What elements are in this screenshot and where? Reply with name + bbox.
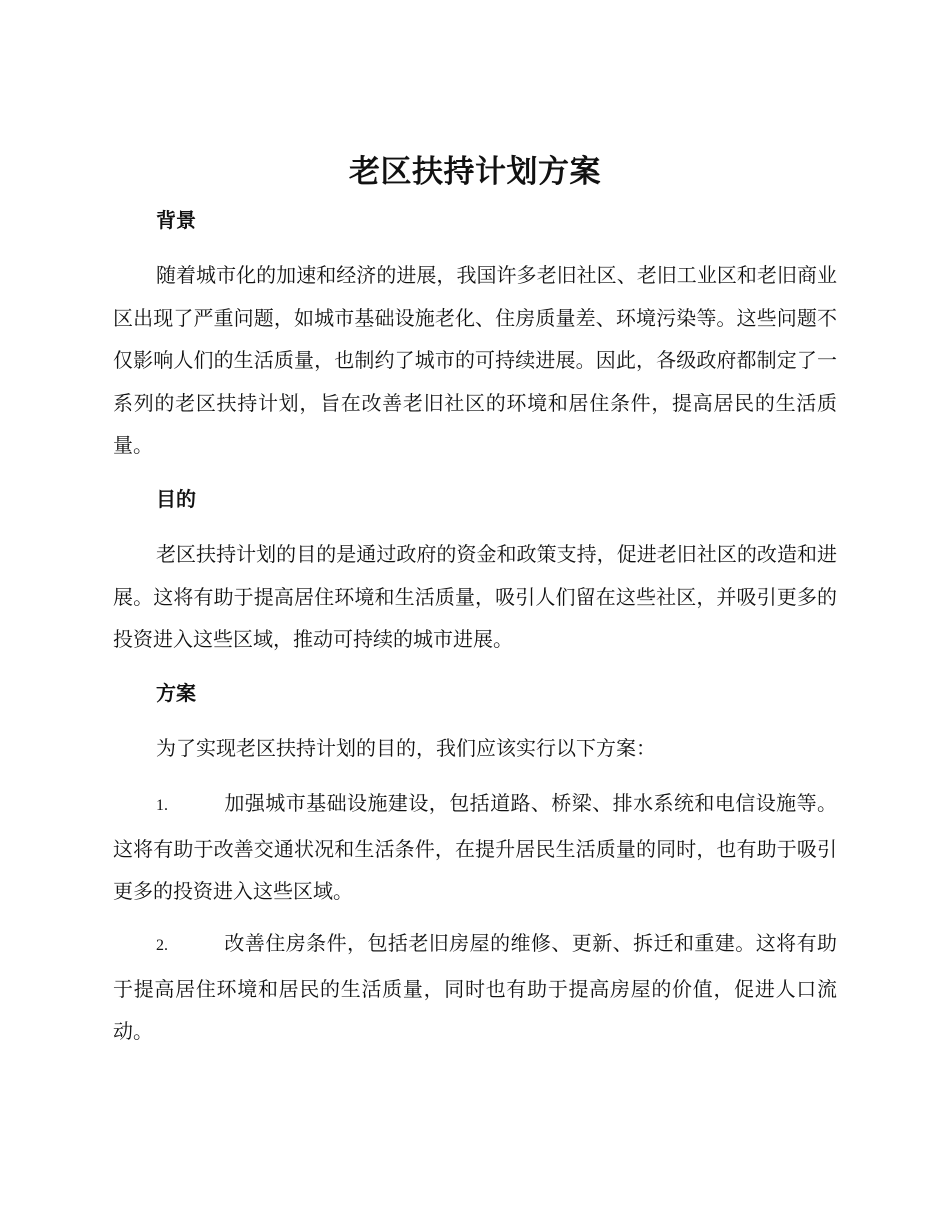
plan-list-item — [113, 922, 837, 1053]
section-heading-purpose: 目的 — [156, 487, 196, 511]
list-item-text: 改善住房条件，包括老旧房屋的维修、更新、拆迁和重建。这将有助于提高居住环境和居民的生活质量，同时也有助于提高房屋的价值，促进人口流动。 — [113, 931, 837, 1043]
section-heading-plan: 方案 — [156, 681, 196, 705]
list-item-number: 1. — [156, 797, 168, 814]
purpose-paragraph: 老区扶持计划的目的是通过政府的资金和政策支持，促进老旧社区的改造和进展。这将有助于提高居住环境和生活质量，吸引人们留在这些社区，并吸引更多的投资进入这些区域，推动可持续的城市进展。 — [113, 542, 837, 651]
plan-intro-paragraph: 为了实现老区扶持计划的目的，我们应该实行以下方案： — [156, 736, 656, 760]
background-paragraph: 随着城市化的加速和经济的进展，我国许多老旧社区、老旧工业区和老旧商业区出现了严重问题，如城市基础设施老化、住房质量差、环境污染等。这些问题不仅影响人们的生活质量，也制约了城市的可持续进展。因此，各级政府都制定了一系列的老区扶持计划，旨在改善老旧社区的环境和居住条件，提高居民的生活质量。 — [113, 263, 837, 457]
section-heading-background: 背景 — [156, 208, 196, 232]
list-item-text: 加强城市基础设施建设，包括道路、桥梁、排水系统和电信设施等。这将有助于改善交通状况和生活条件，在提升居民生活质量的同时，也有助于吸引更多的投资进入这些区域。 — [113, 791, 837, 903]
list-item-number: 2. — [156, 937, 168, 954]
plan-list-item — [113, 782, 837, 913]
document-title: 老区扶持计划方案 — [349, 154, 601, 190]
